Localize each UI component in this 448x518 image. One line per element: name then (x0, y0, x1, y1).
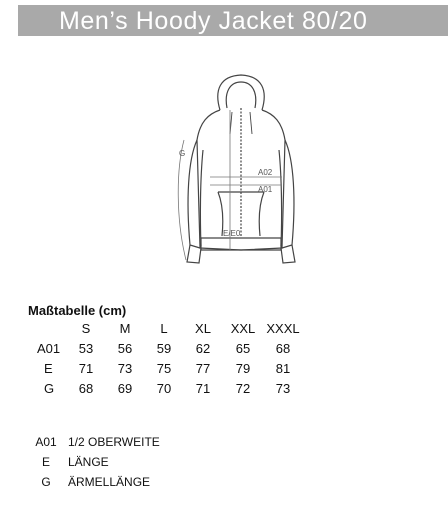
table-cell: 77 (195, 361, 211, 376)
table-cell: 68 (78, 381, 94, 396)
table-cell: 59 (156, 341, 172, 356)
table-cell: 81 (275, 361, 291, 376)
table-cell: 62 (195, 341, 211, 356)
size-header: XXL (230, 321, 256, 336)
legend-code: G (41, 475, 51, 489)
legend-text: ÄRMELLÄNGE (68, 475, 151, 489)
table-cell: 53 (78, 341, 94, 356)
size-header: XXXL (266, 321, 300, 336)
legend-code: E (41, 455, 50, 469)
legend-text: 1/2 OBERWEITE (68, 435, 160, 449)
table-cell: 68 (275, 341, 291, 356)
label-a02: A02 (258, 168, 273, 177)
label-g: G (179, 149, 186, 158)
size-header: S (81, 321, 91, 336)
table-cell: 69 (117, 381, 133, 396)
size-header: XL (195, 321, 211, 336)
table-cell: 79 (235, 361, 251, 376)
table-cell: 73 (117, 361, 133, 376)
legend-code: A01 (35, 435, 57, 449)
page-title: Men’s Hoody Jacket 80/20 (59, 7, 368, 35)
table-cell: 73 (275, 381, 291, 396)
row-code: G (44, 381, 55, 396)
label-e: E/E0 (223, 229, 241, 238)
table-cell: 70 (156, 381, 172, 396)
table-cell: 71 (78, 361, 94, 376)
table-cell: 71 (195, 381, 211, 396)
label-a01: A01 (258, 185, 273, 194)
row-code: A01 (37, 341, 61, 356)
size-table-title: Maßtabelle (cm) (28, 303, 127, 318)
table-cell: 65 (235, 341, 251, 356)
table-cell: 75 (156, 361, 172, 376)
size-header: L (160, 321, 168, 336)
legend-text: LÄNGE (68, 455, 109, 469)
size-header: M (119, 321, 131, 336)
row-code: E (44, 361, 53, 376)
table-cell: 72 (235, 381, 251, 396)
table-cell: 56 (117, 341, 133, 356)
